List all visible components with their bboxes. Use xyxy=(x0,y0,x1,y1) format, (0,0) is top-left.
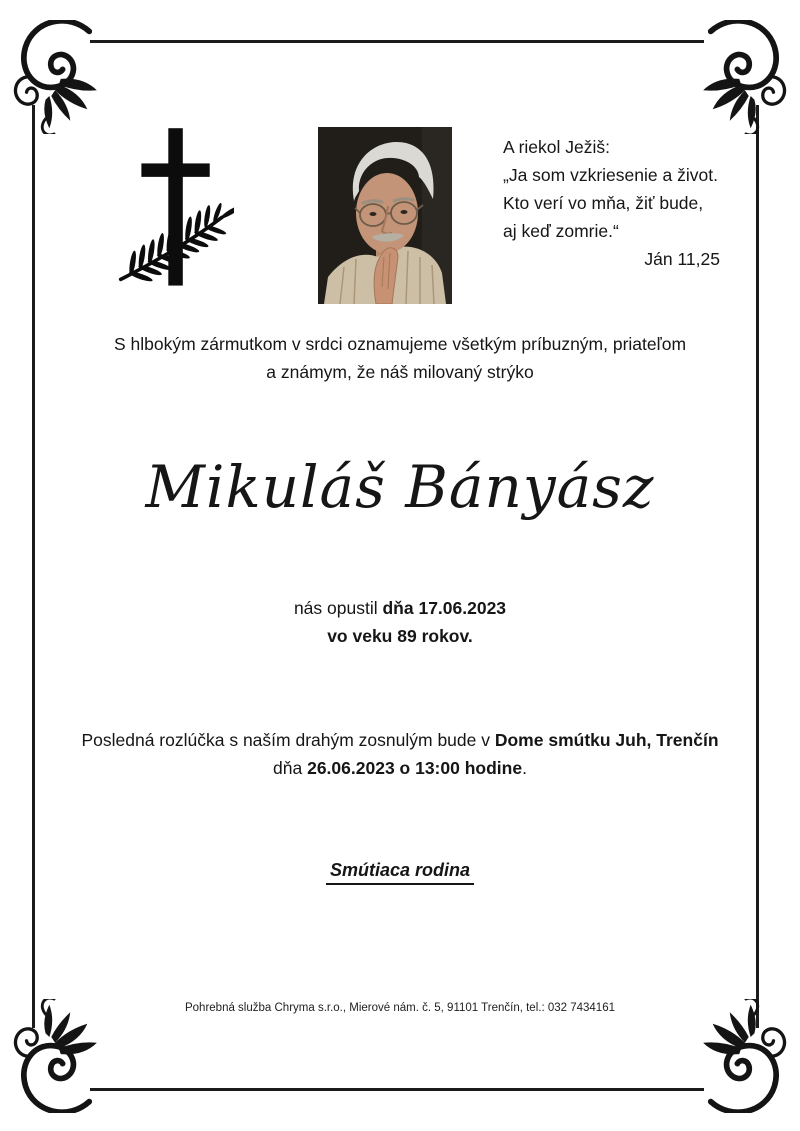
scripture-quote xyxy=(503,133,738,273)
passing-info xyxy=(0,594,800,650)
corner-flourish-icon xyxy=(13,999,99,1113)
funeral-line xyxy=(0,726,800,754)
announcement-line: S hlbokým zármutkom v srdci oznamujeme všetkým príbuzným, priateľom xyxy=(113,334,687,354)
passing-line xyxy=(0,594,800,622)
mourning-family-signature: Smútiaca rodina xyxy=(326,860,474,885)
deceased-portrait-photo xyxy=(318,127,452,304)
funeral-date-prefix: dňa xyxy=(273,758,308,778)
corner-flourish-icon xyxy=(13,20,99,134)
funeral-datetime: 26.06.2023 o 13:00 hodine xyxy=(307,758,523,778)
corner-flourish-icon xyxy=(701,999,787,1113)
announcement-line: a známym, že náš milovaný strýko xyxy=(266,362,534,382)
funeral-service-footer: Pohrebná služba Chryma s.r.o., Mierové nám. č. 5, 91101 Trenčín, tel.: 032 7434161 xyxy=(184,1002,615,1014)
frame-line-left xyxy=(32,105,35,1028)
frame-line-right xyxy=(756,105,759,1028)
signature-row xyxy=(0,860,800,885)
quote-line: „Ja som vzkriesenie a život. xyxy=(503,165,718,185)
passing-age: vo veku 89 rokov. xyxy=(327,626,473,646)
quote-source: Ján 11,25 xyxy=(644,249,720,269)
quote-intro: A riekol Ježiš: xyxy=(503,137,610,157)
funeral-suffix: . xyxy=(522,758,527,778)
funeral-line xyxy=(0,754,800,782)
frame-line-bottom xyxy=(90,1088,704,1091)
cross-with-palm-branch-icon xyxy=(114,122,234,298)
passing-prefix: nás opustil xyxy=(293,598,383,618)
quote-line: aj keď zomrie.“ xyxy=(503,221,619,241)
funeral-place: Dome smútku Juh, Trenčín xyxy=(494,730,719,750)
quote-line: Kto verí vo mňa, žiť bude, xyxy=(503,193,704,213)
deceased-name: Mikuláš Bányász xyxy=(145,453,655,521)
corner-flourish-icon xyxy=(701,20,787,134)
funeral-info xyxy=(0,726,800,782)
passing-date: dňa 17.06.2023 xyxy=(382,598,507,618)
frame-line-top xyxy=(90,40,704,43)
announcement-text xyxy=(0,330,800,386)
funeral-prefix: Posledná rozlúčka s naším drahým zosnulým bude v xyxy=(81,730,495,750)
